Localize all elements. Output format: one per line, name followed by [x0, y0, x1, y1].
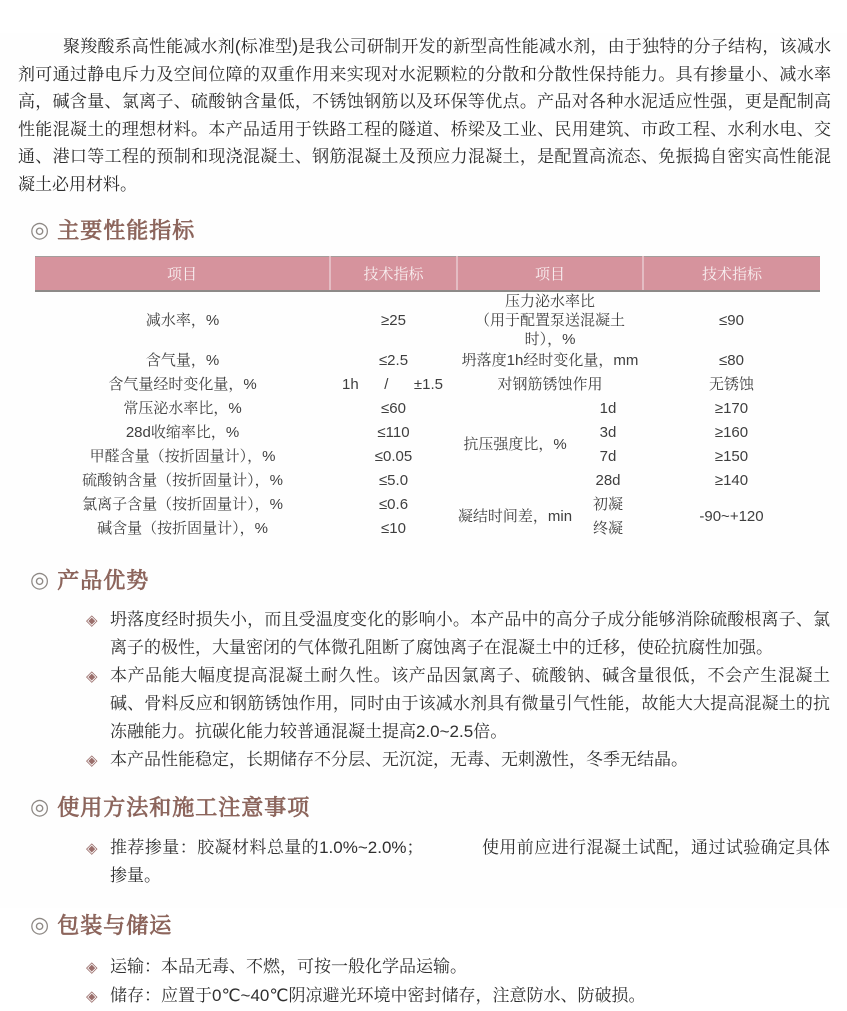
cell-spec-value: ≤90 [719, 311, 744, 329]
double-circle-icon: ◎ [30, 793, 51, 819]
cell-item-name: 减水率，% [145, 311, 220, 329]
cell-spec-value: ≤110 [377, 424, 410, 441]
diamond-bullet-icon: ◈ [86, 612, 98, 629]
cell-item-name: 含气量，% [145, 352, 220, 369]
table-row [35, 291, 820, 349]
diamond-bullet-icon: ◈ [86, 988, 98, 1005]
cell-spec-value: 1h / ±1.5 [342, 376, 443, 393]
cell-age: 28d [595, 472, 621, 489]
table-row [35, 421, 820, 445]
cell-item-name: 28d收缩率比，% [125, 424, 240, 441]
performance-table [35, 256, 820, 541]
cell-spec-value: ≤0.6 [378, 496, 409, 513]
cell-spec-value: ≥25 [381, 311, 406, 329]
dosage-text: 推荐掺量：胶凝材料总量的1.0%~2.0%； [110, 838, 424, 857]
col-header-item-left: 项目 [35, 257, 330, 292]
table-row [35, 469, 820, 493]
table-row [35, 373, 820, 397]
list-item: ◈ 坍落度经时损失小，而且受温度变化的影响小。本产品中的高分子成分能够消除硫酸根离子、氯离子的极性，大量密闭的气体微孔阻断了腐蚀离子在混凝土中的迁移，使砼抗腐性加强。 [110, 606, 830, 662]
table-row [35, 349, 820, 373]
cell-spec-value: ≥160 [714, 424, 749, 441]
section-heading-usage [30, 791, 847, 822]
section-title: 包装与储运 [57, 913, 173, 938]
cell-sub-label: 终凝 [592, 520, 623, 537]
cell-item-name: 对钢筋锈蚀作用 [497, 376, 603, 393]
packaging-list [0, 953, 847, 1010]
intro-paragraph: 聚羧酸系高性能减水剂(标准型)是我公司研制开发的新型高性能减水剂，由于独特的分子结构，该减水剂可通过静电斥力及空间位障的双重作用来实现对水泥颗粒的分散和分散性保持能力。具有掺量小、减水率高，碱含量、氯离子、硫酸钠含量低，不锈蚀钢筋以及环保等优点。产品对各种水泥适应性强，更是配制高性能混凝土的理想材料。本产品适用于铁路工程的隧道、桥梁及工业、民用建筑、市政工程、水利水电、交通、港口等工程的预制和现浇混凝土、钢筋混凝土及预应力混凝土，是配置高流态、免振捣自密实高性能混凝土必用材料。 [18, 37, 831, 194]
cell-item-name: 抗压强度比，% [463, 436, 567, 453]
document-page [0, 33, 847, 1005]
double-circle-icon: ◎ [30, 216, 51, 242]
cell-spec-value: ≤10 [381, 520, 406, 537]
section-title: 产品优势 [57, 568, 150, 593]
cell-age: 7d [599, 448, 617, 465]
diamond-bullet-icon: ◈ [86, 668, 98, 685]
cell-spec-value: ≥150 [714, 448, 749, 465]
cell-age: 3d [599, 424, 617, 441]
diamond-bullet-icon: ◈ [86, 959, 98, 976]
cell-item-name: 常压泌水率比，% [123, 400, 242, 417]
diamond-bullet-icon: ◈ [86, 840, 98, 857]
cell-item-name: 坍落度1h经时变化量，mm [461, 352, 639, 369]
col-header-spec-left: 技术指标 [330, 257, 457, 292]
cell-spec-value: ≤5.0 [378, 472, 409, 489]
table-row [35, 397, 820, 421]
advantages-list [0, 606, 847, 774]
section-heading-advantages [30, 564, 847, 595]
cell-item-name: 甲醛含量（按折固量计），% [89, 448, 276, 465]
cell-spec-value: ≤0.05 [374, 448, 413, 465]
cell-item-name: 碱含量（按折固量计），% [97, 520, 268, 537]
double-circle-icon: ◎ [30, 566, 51, 592]
section-title: 主要性能指标 [57, 218, 196, 243]
list-item: ◈ 本产品性能稳定，长期储存不分层、无沉淀，无毒、无刺激性，冬季无结晶。 [110, 746, 830, 774]
cell-spec-value: 无锈蚀 [708, 376, 754, 393]
diamond-bullet-icon: ◈ [86, 752, 98, 769]
table-row [35, 445, 820, 469]
list-item: ◈ 本产品能大幅度提高混凝土耐久性。该产品因氯离子、硫酸钠、碱含量很低，不会产生混凝土碱、骨料反应和钢筋锈蚀作用，同时由于该减水剂具有微量引气性能，故能大大提高混凝土的抗冻融能力。抗碳化能力较普通混凝土提高2.0~2.5倍。 [110, 662, 830, 746]
cell-item-name: 压力泌水率比 （用于配置泵送混凝土时），% [474, 293, 625, 348]
cell-item-name: 凝结时间差，min [457, 508, 573, 525]
cell-spec-value: ≥140 [714, 472, 749, 489]
cell-spec-value: -90~+120 [699, 508, 764, 525]
section-heading-performance [30, 214, 847, 245]
table-row [35, 493, 820, 517]
col-header-item-right: 项目 [457, 257, 643, 292]
list-item: ◈ 储存：应置于0℃~40℃阴凉避光环境中密封储存，注意防水、防破损。 [110, 982, 830, 1010]
double-circle-icon: ◎ [30, 911, 51, 937]
cell-item-name: 含气量经时变化量，% [108, 376, 257, 393]
cell-spec-value: ≤2.5 [378, 352, 409, 369]
list-item [86, 834, 830, 890]
cell-age: 1d [599, 400, 617, 417]
section-title: 使用方法和施工注意事项 [57, 795, 311, 820]
cell-sub-label: 初凝 [592, 496, 623, 513]
cell-item-name: 氯离子含量（按折固量计），% [82, 496, 283, 513]
usage-note: 使用前应进行混凝土试配，通过试验确定具体掺量。 [110, 838, 830, 885]
usage-list [0, 834, 847, 890]
cell-spec-value: ≥170 [714, 400, 749, 417]
col-header-spec-right: 技术指标 [643, 257, 820, 292]
table-header-row [35, 257, 820, 292]
cell-spec-value: ≤80 [719, 352, 744, 369]
list-item: ◈ 运输：本品无毒、不燃，可按一般化学品运输。 [110, 953, 830, 981]
cell-spec-value: ≤60 [381, 400, 406, 417]
cell-item-name: 硫酸钠含量（按折固量计），% [82, 472, 283, 489]
section-heading-packaging [30, 909, 847, 940]
